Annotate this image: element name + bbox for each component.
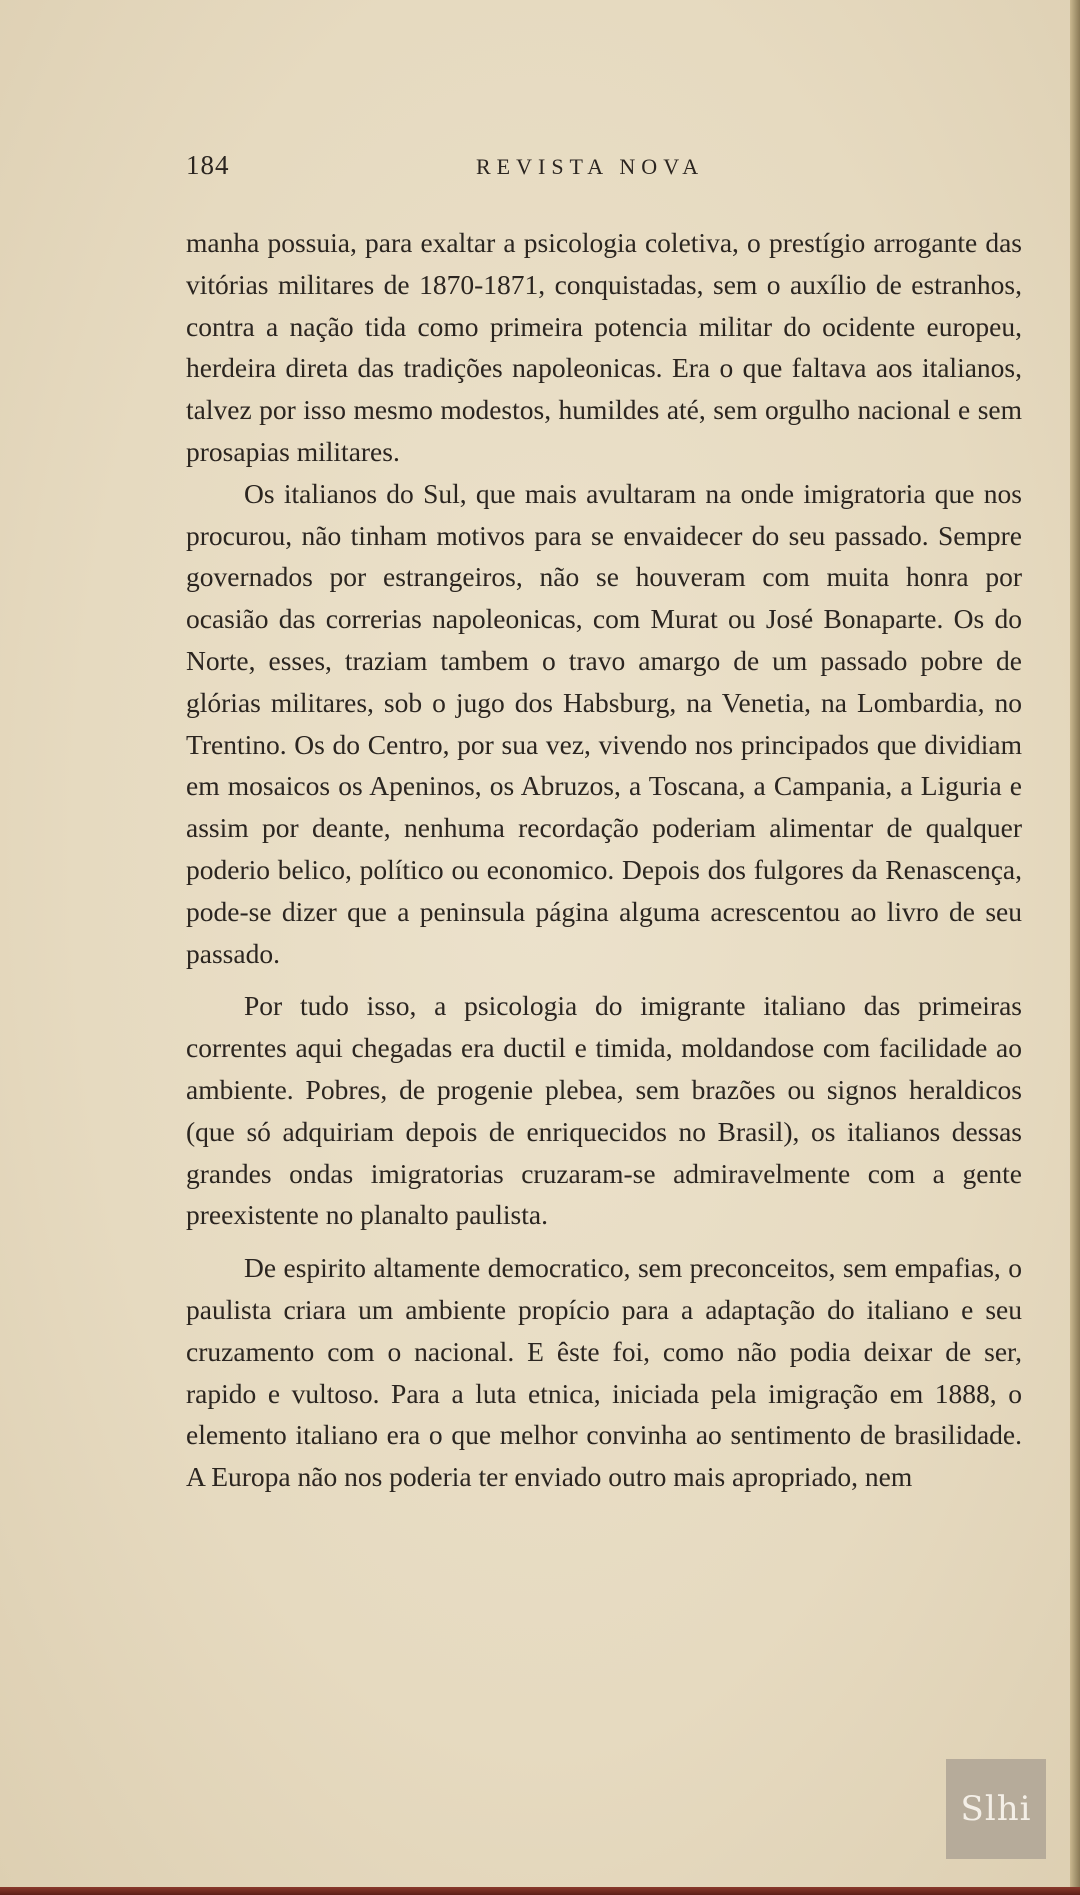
paragraph-1: manha possuia, para exaltar a psicologia coletiva, o prestígio arrogante das vitórias militares de 1870-1871, conquistadas, sem o auxílio de estranhos, contra a nação tida como primeira potencia militar do ocidente europeu, herdeira direta das tradições napoleonicas. Era o que faltava aos italianos, talvez por isso mesmo modestos, humildes até, sem orgulho nacional e sem prosapias militares.	[186, 227, 1022, 467]
page-edge-right	[1070, 0, 1080, 1895]
paragraph-2: Os italianos do Sul, que mais avultaram na onde imigratoria que nos procurou, não tinham motivos para se envaidecer do seu passado. Sempre governados por estrangeiros, não se houveram com muita honra por ocasião das correrias napoleonicas, com Murat ou José Bonaparte. Os do Norte, esses, traziam tambem o travo amargo de um passado pobre de glórias militares, sob o jugo dos Habsburg, na Venetia, na Lombardia, no Trentino. Os do Centro, por sua vez, vivendo nos principados que dividiam em mosaicos os Apeninos, os Abruzos, a Toscana, a Campania, a Liguria e assim por deante, nenhuma recordação poderiam alimentar de qualquer poderio belico, político ou economico. Depois dos fulgores da Renascença, pode-se dizer que a peninsula página alguma acrescentou ao livro de seu passado.	[186, 477, 1022, 969]
body-text	[186, 222, 1022, 1498]
library-logo: Slhi	[946, 1759, 1046, 1859]
paragraph-3: Por tudo isso, a psicologia do imigrante italiano das primeiras correntes aqui chegadas era ductil e timida, moldandose com facilidade ao ambiente. Pobres, de progenie plebea, sem brazões ou signos heraldicos (que só adquiriam depois de enriquecidos no Brasil), os italianos dessas grandes ondas imigratorias cruzaram-se admiravelmente com a gente preexistente no planalto paulista.	[186, 990, 1022, 1231]
page-edge-bottom	[0, 1887, 1080, 1895]
page-header	[186, 150, 1022, 184]
running-title: REVISTA NOVA	[476, 154, 705, 179]
page-number: 184	[186, 150, 230, 180]
paragraph-4: De espirito altamente democratico, sem preconceitos, sem empafias, o paulista criara um ambiente propício para a adaptação do italiano e seu cruzamento com o nacional. E êste foi, como não podia deixar de ser, rapido e vultoso. Para a luta etnica, iniciada pela imigração em 1888, o elemento italiano era o que melhor convinha ao sentimento de brasilidade. A Europa não nos poderia ter enviado outro mais apropriado, nem	[186, 1252, 1022, 1493]
